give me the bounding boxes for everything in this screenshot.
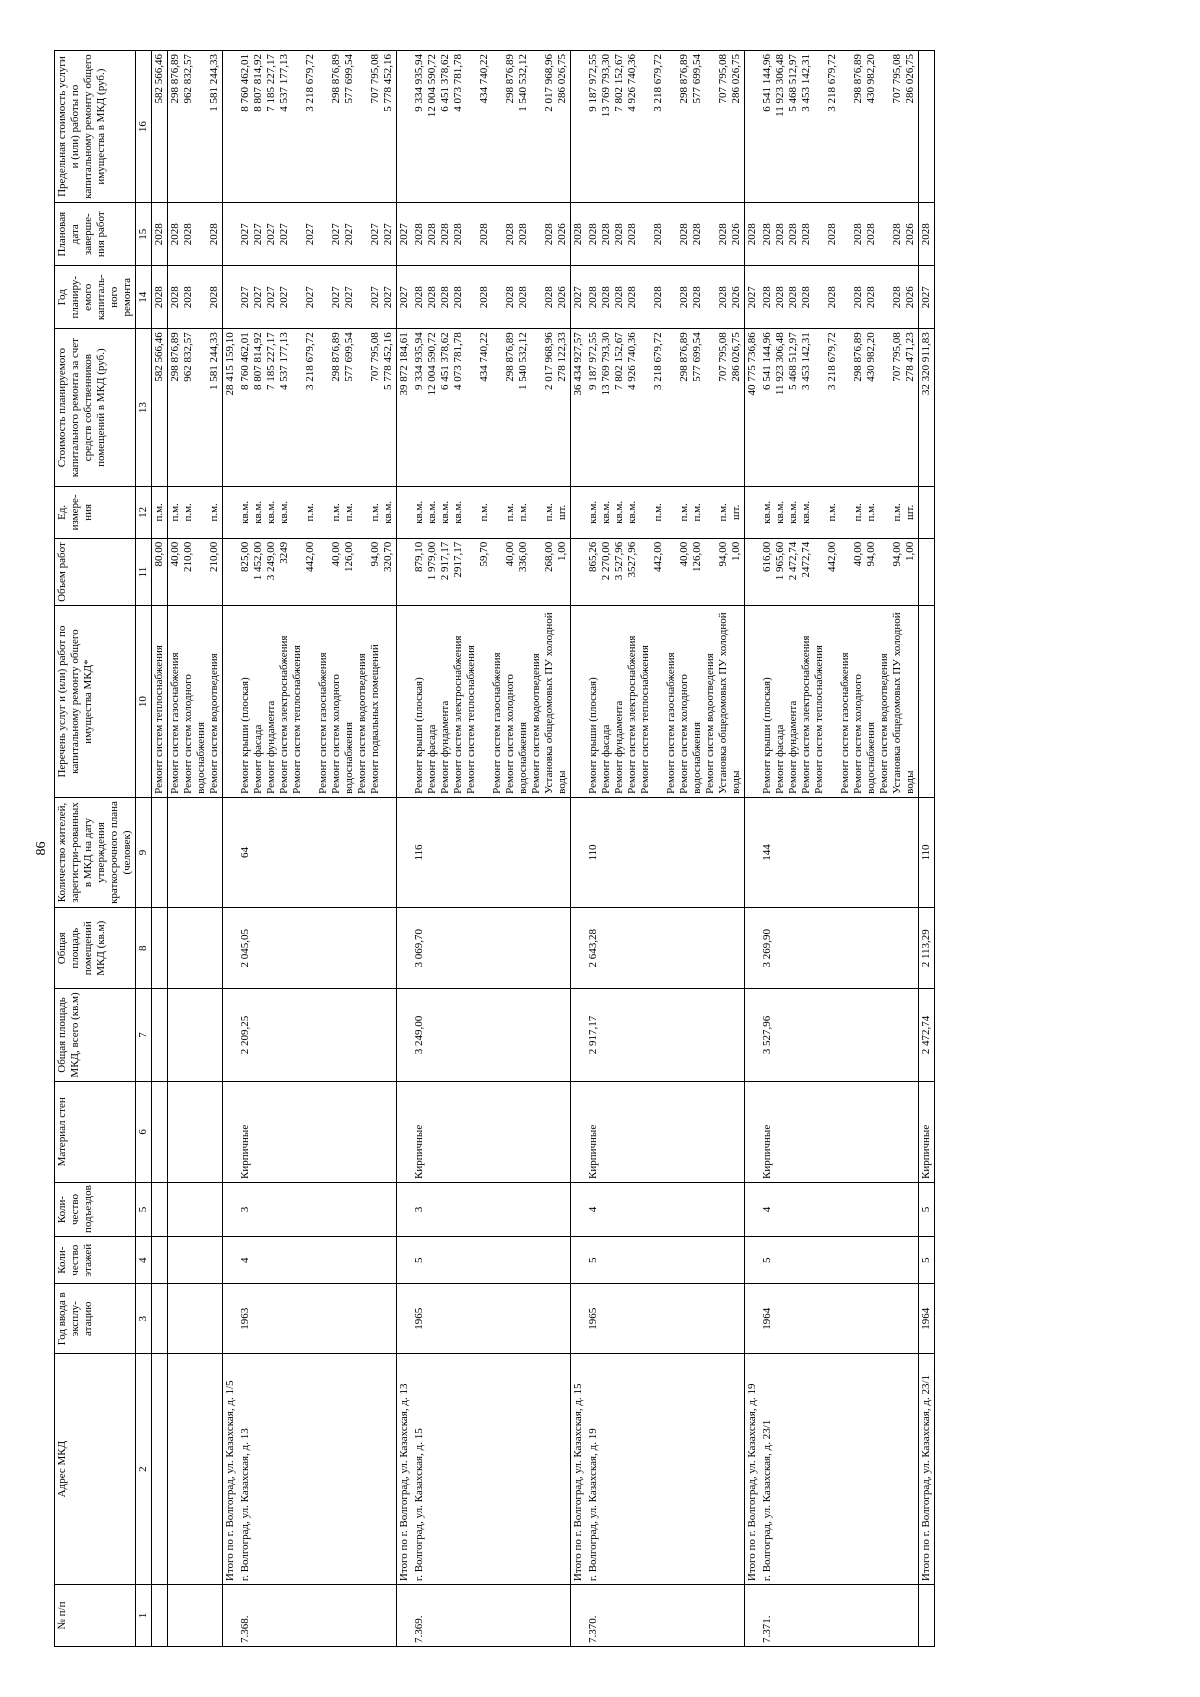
plan-year-cell: 2027 2027 2027 2027 2027 2027 2027 2027 2027: [238, 266, 397, 329]
works-cell: Ремонт систем теплоснабжения: [152, 606, 168, 797]
limit-cell: 298 876,89 962 832,57 1 581 244,33: [168, 51, 223, 203]
total-row: [919, 51, 935, 1647]
column-number: 2: [136, 1354, 152, 1585]
address-cell: г. Волгоград, ул. Казахская, д. 23/1: [760, 1354, 919, 1585]
works-cell: Ремонт крыши (плоская) Ремонт фасада Ремонт фундамента Ремонт систем электроснабжения Ремонт систем теплоснабжения Ремонт систем газоснабжения Ремонт систем холодного водоснабжения Ремонт систем водоотведения Установка общедомовых ПУ холодной воды: [412, 606, 571, 797]
column-number: 3: [136, 1284, 152, 1354]
total-cost: 39 872 184,61: [397, 329, 413, 487]
entrances-cell: 4: [760, 1182, 919, 1236]
header-cell: Коли-чество подъездов: [55, 1182, 136, 1236]
area-rooms-cell: 2 113,29: [919, 908, 935, 989]
total-row: [397, 51, 413, 1647]
plan-date-cell: 2028 2028 2028 2028 2028 2028 2028 2028 2026: [760, 203, 919, 266]
column-number: 12: [136, 486, 152, 538]
column-number: 7: [136, 989, 152, 1081]
volume-cell: 879,10 1 979,00 2 917,17 2917,17 59,70 40,00 336,00 268,00 1,00: [412, 538, 571, 606]
area-rooms-cell: 3 269,90: [760, 908, 919, 989]
total-date: 2028: [745, 203, 761, 266]
limit-cell: 9 334 935,94 12 004 590,72 6 451 378,62 4 073 781,78 434 740,22 298 876,89 1 540 532,12 2 017 968,96 286 026,75: [412, 51, 571, 203]
plan-date-cell: 2028 2028 2028 2028 2028 2028 2028 2028 2026: [586, 203, 745, 266]
volume-cell: 40,00 210,00 210,00: [168, 538, 223, 606]
limit-cell: 8 760 462,01 8 807 814,92 7 185 227,17 4 537 177,13 3 218 679,72 298 876,89 577 699,54 707 795,08 5 778 452,16: [238, 51, 397, 203]
area-total-cell: 3 249,00: [412, 989, 571, 1081]
total-date: 2028: [919, 203, 935, 266]
header-cell: Материал стен: [55, 1081, 136, 1182]
total-row: [571, 51, 587, 1647]
column-number: 16: [136, 51, 152, 203]
cost-cell: 582 566,46: [152, 329, 168, 487]
header-cell: Объем работ: [55, 538, 136, 606]
total-cost: 32 320 911,83: [919, 329, 935, 487]
row-number: 7.368.: [238, 1585, 397, 1647]
year-cell: 1964: [760, 1284, 919, 1354]
header-cell: Общая площадь МКД, всего (кв.м): [55, 989, 136, 1081]
floors-cell: 5: [586, 1237, 745, 1284]
table-row: [586, 51, 745, 1647]
column-number: 9: [136, 797, 152, 907]
material-cell: Кирпичные: [760, 1081, 919, 1182]
column-number: 8: [136, 908, 152, 989]
table-row: [760, 51, 919, 1647]
column-number: 5: [136, 1182, 152, 1236]
total-year: 2027: [745, 266, 761, 329]
column-number: 11: [136, 538, 152, 606]
total-label: Итого по г. Волгоград, ул. Казахская, д. 1/5: [223, 1354, 239, 1585]
header-cell: Плановая дата заверше-ния работ: [55, 203, 136, 266]
plan-year-cell: 2028 2028 2028 2028 2028 2028 2028 2028 2026: [412, 266, 571, 329]
total-cost: 36 434 927,57: [571, 329, 587, 487]
total-cost: 40 775 736,86: [745, 329, 761, 487]
column-number: 4: [136, 1237, 152, 1284]
table-row: [238, 51, 397, 1647]
total-cost: 28 415 159,10: [223, 329, 239, 487]
material-cell: Кирпичные: [412, 1081, 571, 1182]
residents-cell: 110: [919, 797, 935, 907]
works-cell: Ремонт систем газоснабжения Ремонт систем холодного водоснабжения Ремонт систем водоотведения: [168, 606, 223, 797]
plan-date-cell: 2028: [152, 203, 168, 266]
entrances-cell: 4: [586, 1182, 745, 1236]
total-year: 2027: [397, 266, 413, 329]
total-label: Итого по г. Волгоград, ул. Казахская, д. 19: [745, 1354, 761, 1585]
cost-cell: 9 187 972,55 13 769 793,30 7 802 152,67 4 926 740,36 3 218 679,72 298 876,89 577 699,54 707 795,08 286 026,75: [586, 329, 745, 487]
address-cell: г. Волгоград, ул. Казахская, д. 15: [412, 1354, 571, 1585]
cost-cell: 8 760 462,01 8 807 814,92 7 185 227,17 4 537 177,13 3 218 679,72 298 876,89 577 699,54 707 795,08 5 778 452,16: [238, 329, 397, 487]
header-cell: Общая площадь помещений МКД (кв.м): [55, 908, 136, 989]
entrances-cell: 3: [412, 1182, 571, 1236]
total-label: Итого по г. Волгоград, ул. Казахская, д. 23/1: [919, 1354, 935, 1585]
column-number: 14: [136, 266, 152, 329]
row-number: 7.371.: [760, 1585, 919, 1647]
year-cell: 1965: [412, 1284, 571, 1354]
area-total-cell: 3 527,96: [760, 989, 919, 1081]
residents-cell: 64: [238, 797, 397, 907]
total-row: [745, 51, 761, 1647]
area-rooms-cell: 3 069,70: [412, 908, 571, 989]
entrances-cell: 5: [919, 1182, 935, 1236]
works-cell: Ремонт крыши (плоская) Ремонт фасада Ремонт фундамента Ремонт систем электроснабжения Ремонт систем теплоснабжения Ремонт систем газоснабжения Ремонт систем холодного водоснабжения Ремонт систем водоотведения Установка общедомовых ПУ холодной воды: [760, 606, 919, 797]
table-row: [412, 51, 571, 1647]
unit-cell: п.м. п.м. п.м.: [168, 486, 223, 538]
column-number: 13: [136, 329, 152, 487]
table-row: [168, 51, 223, 1647]
floors-cell: 5: [760, 1237, 919, 1284]
unit-cell: кв.м. кв.м. кв.м. кв.м. п.м. п.м. п.м. п.м. кв.м.: [238, 486, 397, 538]
capital-repair-table: [54, 50, 935, 1647]
plan-date-cell: 2027 2027 2027 2027 2027 2027 2027 2027 2027: [238, 203, 397, 266]
total-row: [223, 51, 239, 1647]
residents-cell: 116: [412, 797, 571, 907]
residents-cell: 144: [760, 797, 919, 907]
area-total-cell: 2 472,74: [919, 989, 935, 1081]
residents-cell: 110: [586, 797, 745, 907]
column-number-row: [136, 51, 152, 1647]
total-year: 2027: [571, 266, 587, 329]
plan-year-cell: 2028: [152, 266, 168, 329]
year-cell: 1963: [238, 1284, 397, 1354]
floors-cell: 4: [238, 1237, 397, 1284]
unit-cell: кв.м. кв.м. кв.м. кв.м. п.м. п.м. п.м. п.м. шт.: [760, 486, 919, 538]
material-cell: Кирпичные: [919, 1081, 935, 1182]
total-label: Итого по г. Волгоград, ул. Казахская, д. 15: [571, 1354, 587, 1585]
column-number: 15: [136, 203, 152, 266]
material-cell: Кирпичные: [238, 1081, 397, 1182]
header-row: [55, 51, 136, 1647]
plan-date-cell: 2028 2028 2028: [168, 203, 223, 266]
header-cell: Коли-чество этажей: [55, 1237, 136, 1284]
header-cell: № п/п: [55, 1585, 136, 1647]
header-cell: Год ввода в эксплу-атацию: [55, 1284, 136, 1354]
volume-cell: 80,00: [152, 538, 168, 606]
plan-year-cell: 2028 2028 2028 2028 2028 2028 2028 2028 2026: [760, 266, 919, 329]
row-number: 7.370.: [586, 1585, 745, 1647]
header-cell: Адрес МКД: [55, 1354, 136, 1585]
cost-cell: 9 334 935,94 12 004 590,72 6 451 378,62 4 073 781,78 434 740,22 298 876,89 1 540 532,12 2 017 968,96 278 122,33: [412, 329, 571, 487]
works-cell: Ремонт крыши (плоская) Ремонт фасада Ремонт фундамента Ремонт систем электроснабжения Ремонт систем теплоснабжения Ремонт систем газоснабжения Ремонт систем холодного водоснабжения Ремонт систем водоотведения Установка общедомовых ПУ холодной воды: [586, 606, 745, 797]
column-number: 6: [136, 1081, 152, 1182]
limit-cell: 9 187 972,55 13 769 793,30 7 802 152,67 4 926 740,36 3 218 679,72 298 876,89 577 699,54 707 795,08 286 026,75: [586, 51, 745, 203]
header-cell: Стоимость планируемого капитального ремонта за счет средств собственников помещений в МКД (руб.): [55, 329, 136, 487]
floors-cell: 5: [919, 1237, 935, 1284]
cost-cell: 298 876,89 962 832,57 1 581 244,33: [168, 329, 223, 487]
table-row: [152, 51, 168, 1647]
total-date: 2028: [571, 203, 587, 266]
volume-cell: 616,00 1 965,60 2 472,74 2472,74 442,00 40,00 94,00 94,00 1,00: [760, 538, 919, 606]
total-year: 2027: [919, 266, 935, 329]
floors-cell: 5: [412, 1237, 571, 1284]
area-rooms-cell: 2 643,28: [586, 908, 745, 989]
column-number: 1: [136, 1585, 152, 1647]
limit-cell: 582 566,46: [152, 51, 168, 203]
column-number: 10: [136, 606, 152, 797]
page-number: 86: [34, 841, 49, 856]
header-cell: Количество жителей, зарегистри-рованных в МКД на дату утверждения краткосрочного плана (человек): [55, 797, 136, 907]
year-cell: 1964: [919, 1284, 935, 1354]
header-cell: Ед. измере-ния: [55, 486, 136, 538]
area-total-cell: 2 209,25: [238, 989, 397, 1081]
year-cell: 1965: [586, 1284, 745, 1354]
unit-cell: кв.м. кв.м. кв.м. кв.м. п.м. п.м. п.м. п.м. шт.: [586, 486, 745, 538]
rotated-page: [30, 0, 1200, 1697]
header-cell: Предельная стоимость услуги и (или) работы по капитальному ремонту общего имущества в МКД (руб.): [55, 51, 136, 203]
header-cell: Год планиру-емого капиталь-ного ремонта: [55, 266, 136, 329]
limit-cell: 6 541 144,96 11 923 306,48 5 468 512,97 3 453 142,31 3 218 679,72 298 876,89 430 982,20 707 795,08 286 026,75: [760, 51, 919, 203]
area-total-cell: 2 917,17: [586, 989, 745, 1081]
volume-cell: 865,26 2 270,00 3 527,96 3527,96 442,00 40,00 126,00 94,00 1,00: [586, 538, 745, 606]
row-number: 7.369.: [412, 1585, 571, 1647]
plan-year-cell: 2028 2028 2028: [168, 266, 223, 329]
cost-cell: 6 541 144,96 11 923 306,48 5 468 512,97 3 453 142,31 3 218 679,72 298 876,89 430 982,20 707 795,08 278 471,23: [760, 329, 919, 487]
entrances-cell: 3: [238, 1182, 397, 1236]
total-date: 2027: [397, 203, 413, 266]
address-cell: г. Волгоград, ул. Казахская, д. 19: [586, 1354, 745, 1585]
plan-date-cell: 2028 2028 2028 2028 2028 2028 2028 2028 2026: [412, 203, 571, 266]
unit-cell: п.м.: [152, 486, 168, 538]
plan-year-cell: 2028 2028 2028 2028 2028 2028 2028 2028 2026: [586, 266, 745, 329]
area-rooms-cell: 2 045,05: [238, 908, 397, 989]
works-cell: Ремонт крыши (плоская) Ремонт фасада Ремонт фундамента Ремонт систем электроснабжения Ремонт систем теплоснабжения Ремонт систем газоснабжения Ремонт систем холодного водоснабжения Ремонт систем водоотведения Ремонт подвальных помещений: [238, 606, 397, 797]
volume-cell: 825,00 1 452,00 3 249,00 3249 442,00 40,00 126,00 94,00 320,70: [238, 538, 397, 606]
total-label: Итого по г. Волгоград, ул. Казахская, д. 13: [397, 1354, 413, 1585]
material-cell: Кирпичные: [586, 1081, 745, 1182]
unit-cell: кв.м. кв.м. кв.м. кв.м. п.м. п.м. п.м. п.м. шт.: [412, 486, 571, 538]
address-cell: г. Волгоград, ул. Казахская, д. 13: [238, 1354, 397, 1585]
header-cell: Перечень услуг и (или) работ по капитальному ремонту общего имущества МКД*: [55, 606, 136, 797]
